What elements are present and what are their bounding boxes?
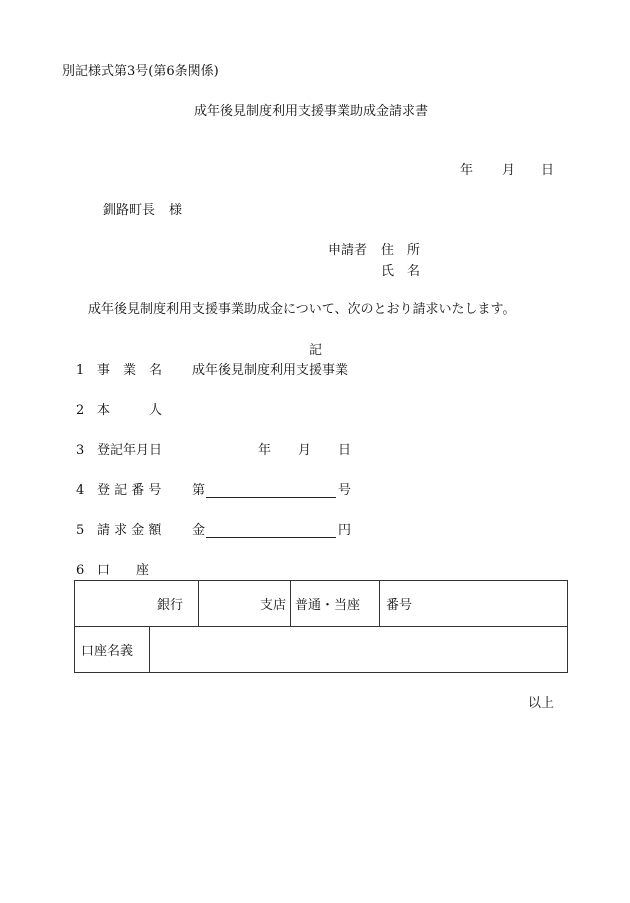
registration-month-label: 月 (298, 443, 312, 458)
closing-text: 以上 (528, 696, 555, 711)
item-label: 登記年月日 (97, 443, 163, 458)
applicant-address-label: 住 所 (381, 243, 421, 258)
ki-heading: 記 (309, 343, 323, 358)
branch-label: 支店 (260, 598, 287, 613)
date-day-label: 日 (541, 163, 555, 178)
account-holder-value-cell[interactable] (150, 627, 568, 673)
claim-amount-suffix: 円 (338, 523, 352, 538)
registration-day-label: 日 (338, 443, 352, 458)
item-label: 事 業 名 (97, 363, 163, 378)
account-type-cell[interactable] (291, 581, 380, 627)
item-number: 6 (76, 563, 85, 578)
claim-amount-field[interactable] (206, 523, 336, 538)
document-title: 成年後見制度利用支援事業助成金請求書 (194, 104, 429, 119)
addressee-name: 釧路町長 (103, 203, 156, 218)
account-number-label: 番号 (386, 598, 413, 613)
claim-amount-prefix: 金 (192, 523, 206, 538)
date-month-label: 月 (502, 163, 516, 178)
registration-number-suffix: 号 (338, 483, 352, 498)
date-year-label: 年 (460, 163, 474, 178)
applicant-name-label: 氏 名 (381, 264, 421, 279)
branch-name-cell[interactable] (199, 581, 291, 627)
account-holder-label-cell (75, 627, 150, 673)
item-label: 口 座 (97, 563, 150, 578)
request-statement: 成年後見制度利用支援事業助成金について、次のとおり請求いたします。 (88, 302, 516, 317)
item-label: 登 記 番 号 (97, 483, 162, 498)
registration-number-prefix: 第 (192, 483, 206, 498)
item-number: 5 (76, 523, 85, 538)
account-table (74, 580, 568, 673)
item-number: 3 (76, 443, 85, 458)
bank-name-cell[interactable] (75, 581, 199, 627)
registration-year-label: 年 (258, 443, 272, 458)
item-label: 本 人 (97, 403, 163, 418)
addressee-honorific: 様 (169, 203, 183, 218)
bank-label: 銀行 (157, 598, 184, 613)
item-number: 4 (76, 483, 85, 498)
item-number: 1 (76, 363, 85, 378)
form-number-label: 別記様式第3号(第6条関係) (62, 64, 219, 79)
registration-number-field[interactable] (206, 483, 336, 498)
item-value: 成年後見制度利用支援事業 (192, 363, 349, 378)
account-type-label: 普通・当座 (295, 598, 361, 613)
account-number-cell[interactable] (380, 581, 568, 627)
applicant-label: 申請者 (328, 243, 368, 258)
item-number: 2 (76, 403, 85, 418)
account-holder-label: 口座名義 (81, 644, 134, 659)
item-label: 請 求 金 額 (97, 523, 162, 538)
